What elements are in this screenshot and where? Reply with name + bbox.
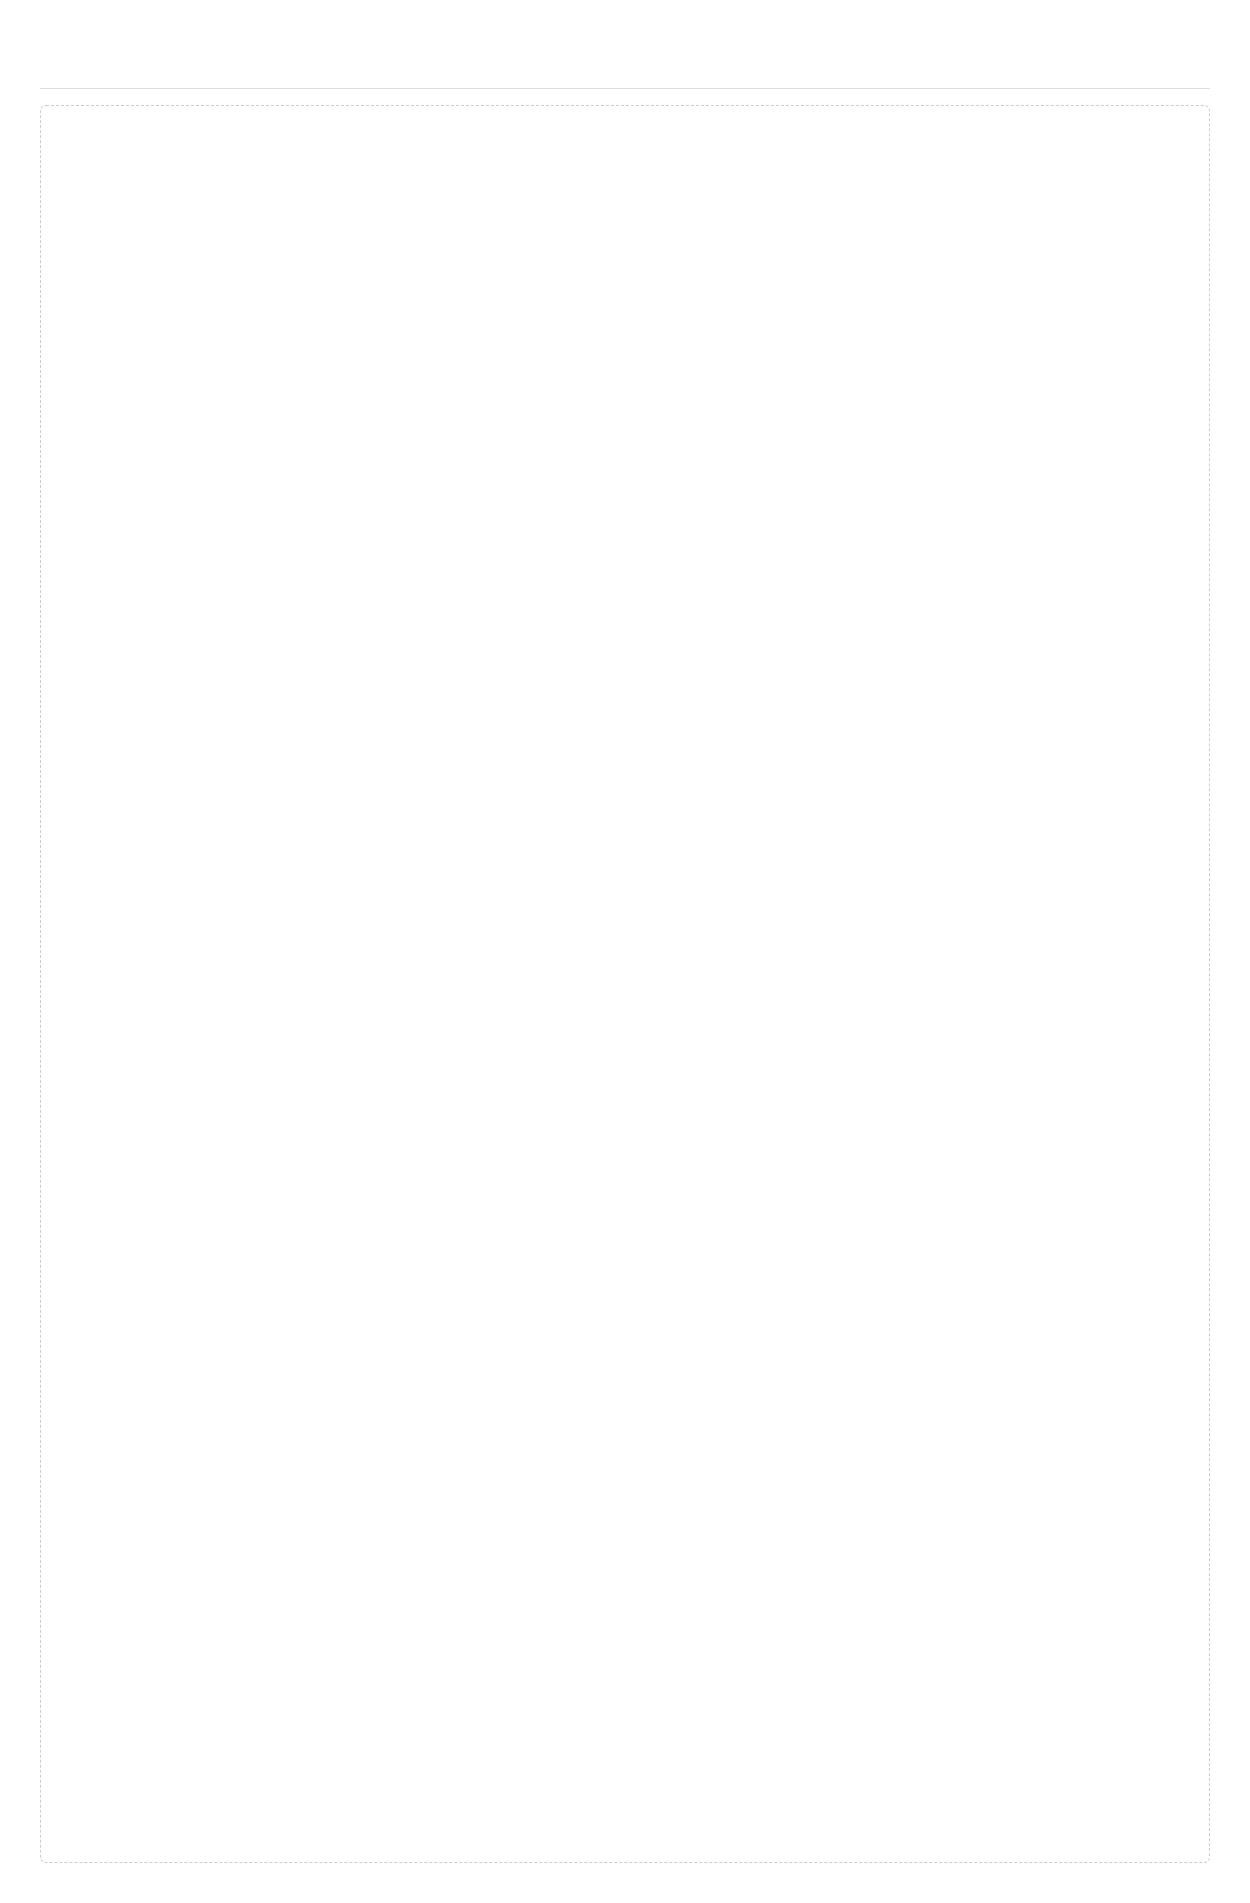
main-content [40, 105, 1210, 1863]
page-header [40, 40, 1210, 89]
